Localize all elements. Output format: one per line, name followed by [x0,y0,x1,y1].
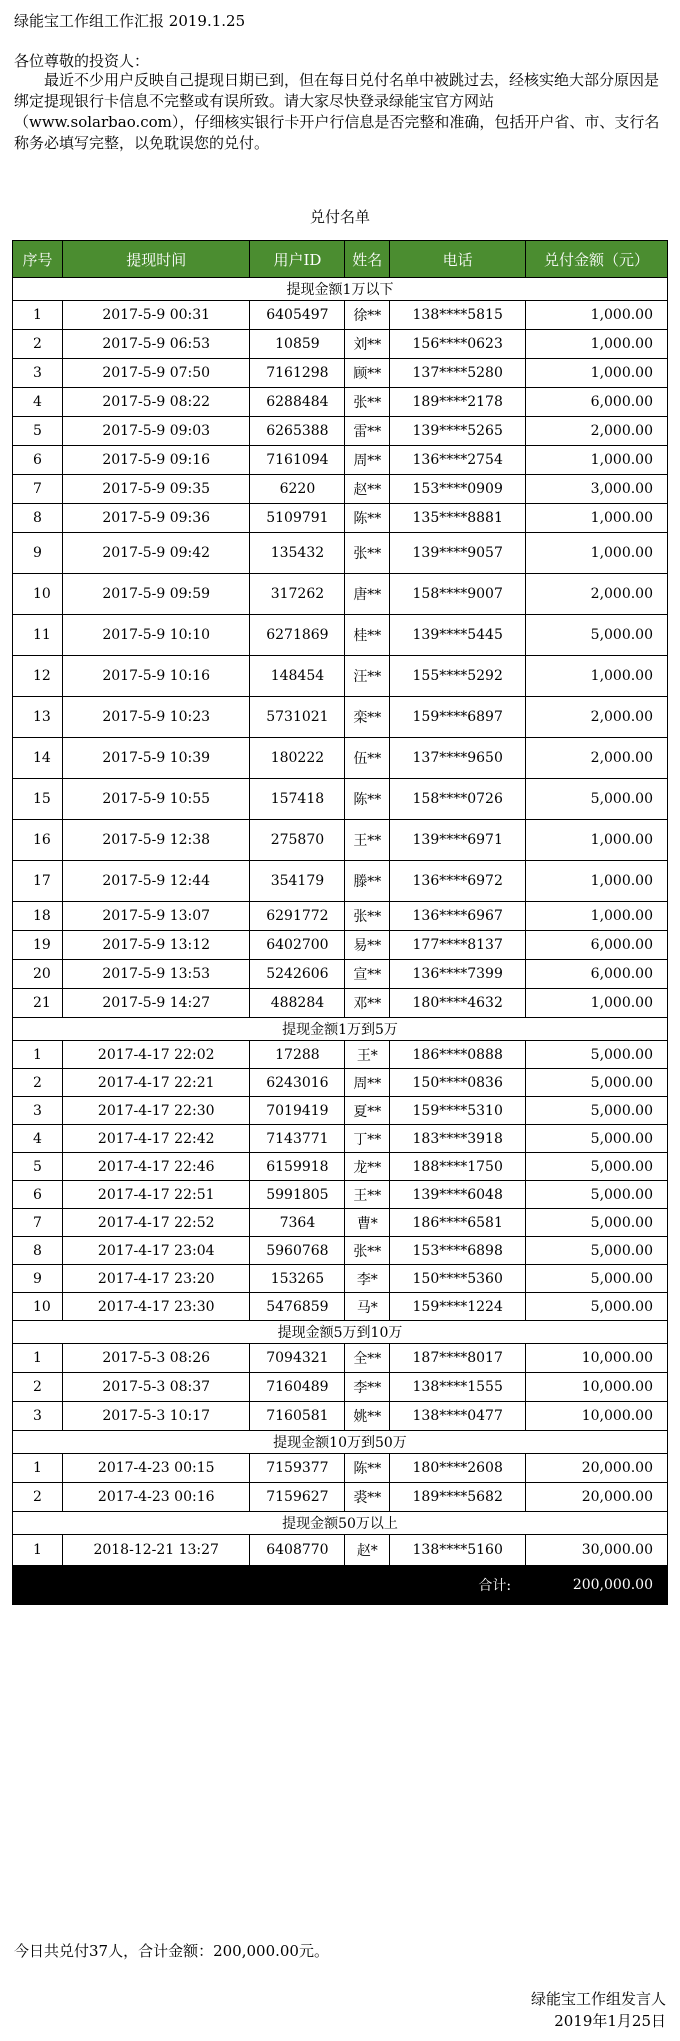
cell-phone: 139****6971 [390,820,526,861]
cell-no: 13 [13,697,63,738]
cell-user-id: 180222 [250,738,345,779]
cell-amount: 1,000.00 [526,533,668,574]
table-row [13,960,668,989]
total-row [13,1566,668,1605]
cell-no: 1 [13,1344,63,1373]
table-row [13,533,668,574]
cell-amount: 5,000.00 [526,1069,668,1097]
cell-time: 2017-5-9 10:16 [62,656,250,697]
cell-name: 陈** [345,779,390,820]
cell-name: 全** [345,1344,390,1373]
cell-amount: 5,000.00 [526,1237,668,1265]
cell-no: 8 [13,504,63,533]
cell-no: 12 [13,656,63,697]
cell-no: 2 [13,1069,63,1097]
cell-user-id: 17288 [250,1041,345,1069]
cell-phone: 159****6897 [390,697,526,738]
cell-user-id: 354179 [250,861,345,902]
cell-no: 2 [13,330,63,359]
cell-phone: 139****9057 [390,533,526,574]
cell-user-id: 6402700 [250,931,345,960]
cell-time: 2017-5-9 12:38 [62,820,250,861]
cell-phone: 177****8137 [390,931,526,960]
cell-user-id: 6159918 [250,1153,345,1181]
signature-org: 绿能宝工作组发言人 [530,1990,666,2008]
cell-name: 丁** [345,1125,390,1153]
cell-time: 2017-5-9 00:31 [62,301,250,330]
table-row [13,1535,668,1566]
cell-time: 2017-5-9 06:53 [62,330,250,359]
table-row [13,1454,668,1483]
section-label: 提现金额5万到10万 [13,1321,668,1344]
cell-amount: 1,000.00 [526,820,668,861]
cell-user-id: 7094321 [250,1344,345,1373]
cell-phone: 159****1224 [390,1293,526,1321]
payout-table [12,240,668,1605]
table-row [13,1125,668,1153]
cell-name: 曹* [345,1209,390,1237]
cell-name: 陈** [345,1454,390,1483]
table-row [13,417,668,446]
header-name: 姓名 [345,241,390,278]
cell-no: 4 [13,388,63,417]
cell-phone: 153****0909 [390,475,526,504]
cell-user-id: 148454 [250,656,345,697]
section-header-row [13,1321,668,1344]
cell-amount: 2,000.00 [526,417,668,446]
cell-no: 1 [13,301,63,330]
cell-name: 张** [345,533,390,574]
section-header-row [13,1512,668,1535]
table-row [13,1402,668,1431]
cell-time: 2017-4-17 23:04 [62,1237,250,1265]
cell-amount: 6,000.00 [526,960,668,989]
cell-phone: 159****5310 [390,1097,526,1125]
cell-no: 1 [13,1454,63,1483]
cell-time: 2017-4-17 23:30 [62,1293,250,1321]
cell-name: 李* [345,1265,390,1293]
header-no: 序号 [13,241,63,278]
cell-name: 赵** [345,475,390,504]
cell-no: 21 [13,989,63,1018]
cell-user-id: 5476859 [250,1293,345,1321]
cell-phone: 153****6898 [390,1237,526,1265]
cell-phone: 189****5682 [390,1483,526,1512]
cell-time: 2017-5-9 10:23 [62,697,250,738]
cell-no: 10 [13,574,63,615]
cell-phone: 150****5360 [390,1265,526,1293]
cell-user-id: 7161298 [250,359,345,388]
section-header-row [13,1431,668,1454]
cell-phone: 139****5445 [390,615,526,656]
cell-time: 2017-4-23 00:16 [62,1483,250,1512]
cell-user-id: 5242606 [250,960,345,989]
cell-no: 7 [13,475,63,504]
cell-no: 9 [13,533,63,574]
section-label: 提现金额50万以上 [13,1512,668,1535]
cell-no: 10 [13,1293,63,1321]
cell-amount: 3,000.00 [526,475,668,504]
cell-name: 顾** [345,359,390,388]
cell-name: 周** [345,1069,390,1097]
cell-amount: 6,000.00 [526,388,668,417]
cell-phone: 136****7399 [390,960,526,989]
notice-paragraph: 最近不少用户反映自己提现日期已到，但在每日兑付名单中被跳过去，经核实绝大部分原因是绑定提现银行卡信息不完整或有误所致。请大家尽快登录绿能宝官方网站（www.solarbao.com），仔细核实银行卡开户行信息是否完整和准确，包括开户省、市、支行名称务必填写完整，以免耽误您的兑付。 [14,71,660,152]
cell-amount: 10,000.00 [526,1402,668,1431]
cell-amount: 5,000.00 [526,1153,668,1181]
cell-time: 2017-4-17 23:20 [62,1265,250,1293]
cell-name: 易** [345,931,390,960]
table-row [13,1265,668,1293]
table-row [13,574,668,615]
cell-amount: 2,000.00 [526,574,668,615]
cell-phone: 186****6581 [390,1209,526,1237]
cell-amount: 20,000.00 [526,1483,668,1512]
cell-amount: 5,000.00 [526,1181,668,1209]
table-row [13,902,668,931]
list-title: 兑付名单 [309,208,370,226]
cell-user-id: 6291772 [250,902,345,931]
table-row [13,1293,668,1321]
cell-phone: 158****0726 [390,779,526,820]
cell-amount: 5,000.00 [526,1209,668,1237]
cell-amount: 1,000.00 [526,656,668,697]
cell-no: 4 [13,1125,63,1153]
cell-phone: 183****3918 [390,1125,526,1153]
table-row [13,301,668,330]
cell-no: 2 [13,1483,63,1512]
report-title: 绿能宝工作组工作汇报 2019.1.25 [14,12,246,30]
cell-user-id: 5991805 [250,1181,345,1209]
cell-time: 2017-4-17 22:30 [62,1097,250,1125]
signature-block [531,1988,666,2032]
cell-time: 2017-5-9 12:44 [62,861,250,902]
cell-name: 刘** [345,330,390,359]
cell-amount: 5,000.00 [526,1041,668,1069]
cell-user-id: 6265388 [250,417,345,446]
cell-no: 15 [13,779,63,820]
cell-user-id: 6220 [250,475,345,504]
cell-name: 雷** [345,417,390,446]
cell-name: 桂** [345,615,390,656]
cell-phone: 136****6972 [390,861,526,902]
cell-name: 陈** [345,504,390,533]
cell-no: 8 [13,1237,63,1265]
cell-name: 伍** [345,738,390,779]
cell-user-id: 7159377 [250,1454,345,1483]
cell-name: 张** [345,388,390,417]
table-row [13,1483,668,1512]
cell-no: 18 [13,902,63,931]
cell-phone: 136****6967 [390,902,526,931]
cell-user-id: 7161094 [250,446,345,475]
cell-amount: 30,000.00 [526,1535,668,1566]
cell-phone: 138****5160 [390,1535,526,1566]
cell-no: 2 [13,1373,63,1402]
cell-name: 徐** [345,301,390,330]
table-row [13,656,668,697]
cell-no: 5 [13,417,63,446]
table-row [13,1237,668,1265]
cell-phone: 158****9007 [390,574,526,615]
cell-time: 2017-5-9 10:39 [62,738,250,779]
table-row [13,475,668,504]
section-label: 提现金额1万到5万 [13,1018,668,1041]
cell-phone: 138****0477 [390,1402,526,1431]
cell-name: 姚** [345,1402,390,1431]
cell-amount: 1,000.00 [526,861,668,902]
cell-time: 2017-4-17 22:51 [62,1181,250,1209]
cell-user-id: 135432 [250,533,345,574]
cell-user-id: 7160489 [250,1373,345,1402]
cell-phone: 135****8881 [390,504,526,533]
cell-user-id: 10859 [250,330,345,359]
table-row [13,1097,668,1125]
table-row [13,820,668,861]
total-label: 合计: [13,1566,526,1605]
cell-no: 19 [13,931,63,960]
cell-time: 2017-4-17 22:52 [62,1209,250,1237]
table-row [13,1209,668,1237]
cell-name: 汪** [345,656,390,697]
section-header-row [13,1018,668,1041]
table-row [13,388,668,417]
cell-amount: 1,000.00 [526,504,668,533]
section-header-row [13,278,668,301]
cell-no: 3 [13,1097,63,1125]
table-row [13,504,668,533]
cell-user-id: 6288484 [250,388,345,417]
cell-user-id: 7159627 [250,1483,345,1512]
cell-phone: 139****5265 [390,417,526,446]
cell-phone: 187****8017 [390,1344,526,1373]
cell-no: 3 [13,1402,63,1431]
cell-phone: 188****1750 [390,1153,526,1181]
cell-phone: 156****0623 [390,330,526,359]
table-row [13,446,668,475]
cell-name: 滕** [345,861,390,902]
cell-amount: 1,000.00 [526,359,668,388]
table-row [13,931,668,960]
cell-time: 2017-4-17 22:02 [62,1041,250,1069]
cell-user-id: 5731021 [250,697,345,738]
table-header-row [13,241,668,278]
cell-time: 2017-5-9 09:16 [62,446,250,475]
cell-amount: 10,000.00 [526,1373,668,1402]
cell-time: 2017-5-9 10:10 [62,615,250,656]
cell-user-id: 153265 [250,1265,345,1293]
cell-phone: 138****1555 [390,1373,526,1402]
cell-phone: 180****4632 [390,989,526,1018]
cell-amount: 5,000.00 [526,1097,668,1125]
cell-no: 7 [13,1209,63,1237]
header-phone: 电话 [390,241,526,278]
cell-no: 6 [13,446,63,475]
cell-user-id: 6243016 [250,1069,345,1097]
cell-no: 5 [13,1153,63,1181]
cell-user-id: 275870 [250,820,345,861]
cell-name: 周** [345,446,390,475]
cell-name: 夏** [345,1097,390,1125]
cell-user-id: 317262 [250,574,345,615]
cell-name: 栾** [345,697,390,738]
cell-name: 赵* [345,1535,390,1566]
cell-phone: 189****2178 [390,388,526,417]
cell-no: 6 [13,1181,63,1209]
cell-amount: 2,000.00 [526,697,668,738]
cell-user-id: 157418 [250,779,345,820]
cell-name: 张** [345,1237,390,1265]
cell-no: 16 [13,820,63,861]
cell-no: 11 [13,615,63,656]
total-amount: 200,000.00 [526,1566,668,1605]
cell-no: 14 [13,738,63,779]
cell-name: 宣** [345,960,390,989]
cell-time: 2017-5-9 09:35 [62,475,250,504]
cell-no: 3 [13,359,63,388]
cell-name: 李** [345,1373,390,1402]
table-row [13,779,668,820]
cell-time: 2017-4-23 00:15 [62,1454,250,1483]
cell-user-id: 488284 [250,989,345,1018]
cell-phone: 155****5292 [390,656,526,697]
table-row [13,989,668,1018]
cell-phone: 137****5280 [390,359,526,388]
table-row [13,697,668,738]
cell-phone: 139****6048 [390,1181,526,1209]
cell-amount: 1,000.00 [526,446,668,475]
cell-amount: 5,000.00 [526,1125,668,1153]
cell-name: 邓** [345,989,390,1018]
cell-user-id: 7160581 [250,1402,345,1431]
cell-name: 王** [345,1181,390,1209]
cell-user-id: 6408770 [250,1535,345,1566]
table-row [13,1373,668,1402]
table-row [13,1153,668,1181]
cell-amount: 10,000.00 [526,1344,668,1373]
cell-no: 9 [13,1265,63,1293]
cell-user-id: 7143771 [250,1125,345,1153]
cell-user-id: 7364 [250,1209,345,1237]
cell-phone: 136****2754 [390,446,526,475]
header-time: 提现时间 [62,241,250,278]
summary-text: 今日共兑付37人，合计金额：200,000.00元。 [14,1942,329,1960]
table-row [13,1181,668,1209]
cell-time: 2017-5-9 10:55 [62,779,250,820]
cell-time: 2017-5-9 08:22 [62,388,250,417]
cell-time: 2017-5-3 10:17 [62,1402,250,1431]
table-row [13,861,668,902]
cell-phone: 137****9650 [390,738,526,779]
cell-name: 马* [345,1293,390,1321]
table-row [13,330,668,359]
cell-name: 王** [345,820,390,861]
salutation: 各位尊敬的投资人： [14,52,150,70]
cell-no: 1 [13,1535,63,1566]
cell-phone: 186****0888 [390,1041,526,1069]
cell-time: 2017-5-3 08:37 [62,1373,250,1402]
cell-amount: 6,000.00 [526,931,668,960]
cell-time: 2017-5-9 09:42 [62,533,250,574]
cell-user-id: 7019419 [250,1097,345,1125]
cell-time: 2017-5-9 14:27 [62,989,250,1018]
table-row [13,1041,668,1069]
cell-time: 2017-5-9 13:07 [62,902,250,931]
header-user-id: 用户ID [250,241,345,278]
cell-time: 2017-5-9 13:12 [62,931,250,960]
cell-time: 2017-4-17 22:46 [62,1153,250,1181]
signature-date: 2019年1月25日 [554,2012,666,2030]
cell-amount: 5,000.00 [526,615,668,656]
cell-amount: 1,000.00 [526,301,668,330]
cell-user-id: 6271869 [250,615,345,656]
cell-time: 2017-5-9 09:36 [62,504,250,533]
section-label: 提现金额10万到50万 [13,1431,668,1454]
table-row [13,615,668,656]
cell-time: 2017-4-17 22:21 [62,1069,250,1097]
cell-user-id: 6405497 [250,301,345,330]
cell-user-id: 5960768 [250,1237,345,1265]
cell-time: 2018-12-21 13:27 [62,1535,250,1566]
cell-name: 王* [345,1041,390,1069]
cell-name: 龙** [345,1153,390,1181]
cell-phone: 180****2608 [390,1454,526,1483]
table-row [13,1344,668,1373]
cell-time: 2017-4-17 22:42 [62,1125,250,1153]
section-label: 提现金额1万以下 [13,278,668,301]
cell-time: 2017-5-9 13:53 [62,960,250,989]
table-row [13,359,668,388]
cell-phone: 150****0836 [390,1069,526,1097]
cell-amount: 5,000.00 [526,1265,668,1293]
cell-time: 2017-5-9 07:50 [62,359,250,388]
cell-time: 2017-5-3 08:26 [62,1344,250,1373]
cell-time: 2017-5-9 09:03 [62,417,250,446]
cell-amount: 2,000.00 [526,738,668,779]
cell-time: 2017-5-9 09:59 [62,574,250,615]
cell-no: 17 [13,861,63,902]
cell-user-id: 5109791 [250,504,345,533]
cell-amount: 1,000.00 [526,902,668,931]
cell-amount: 1,000.00 [526,989,668,1018]
cell-no: 20 [13,960,63,989]
cell-amount: 20,000.00 [526,1454,668,1483]
cell-amount: 1,000.00 [526,330,668,359]
table-body [13,278,668,1566]
table-row [13,738,668,779]
cell-name: 裘** [345,1483,390,1512]
cell-amount: 5,000.00 [526,779,668,820]
cell-name: 唐** [345,574,390,615]
cell-amount: 5,000.00 [526,1293,668,1321]
cell-phone: 138****5815 [390,301,526,330]
table-row [13,1069,668,1097]
cell-no: 1 [13,1041,63,1069]
header-amount: 兑付金额（元） [526,241,668,278]
cell-name: 张** [345,902,390,931]
